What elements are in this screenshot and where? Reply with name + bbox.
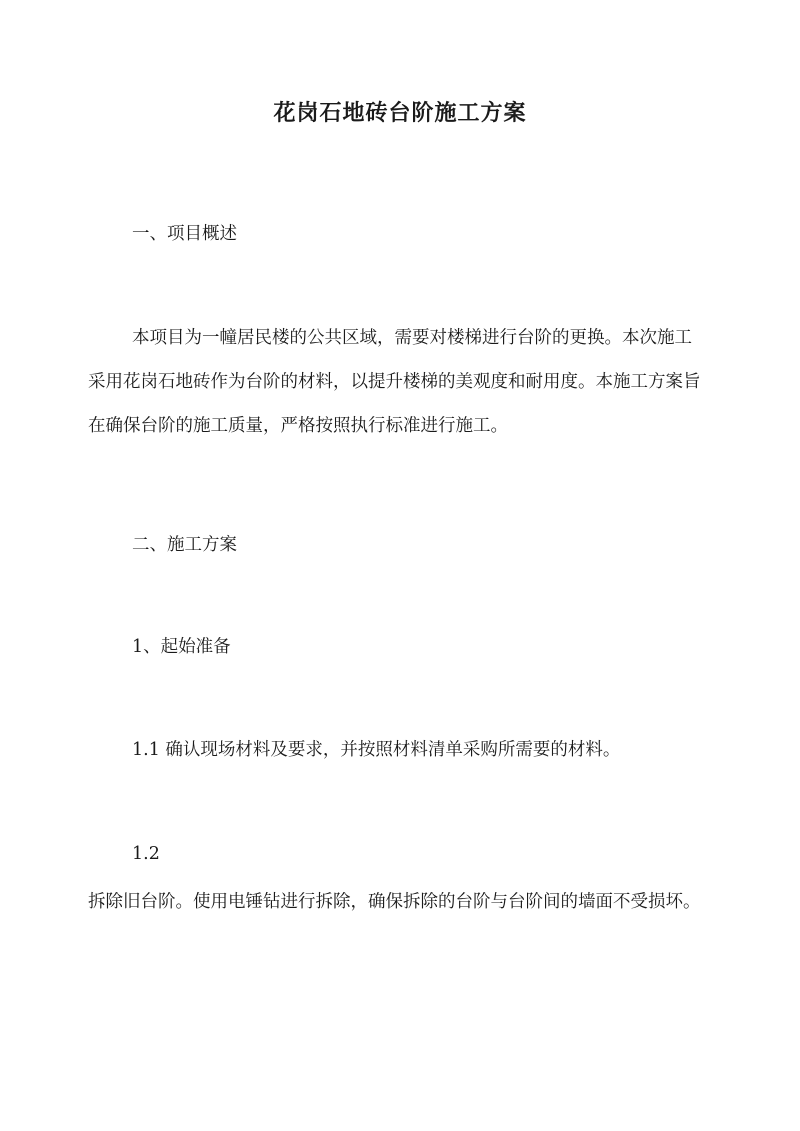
item-1-2-text: 拆除旧台阶。使用电锤钻进行拆除，确保拆除的台阶与台阶间的墙面不受损坏。: [88, 892, 701, 912]
overview-paragraph: 本项目为一幢居民楼的公共区域，需要对楼梯进行台阶的更换。本次施工采用花岗石地砖作为台阶的材料，以提升楼梯的美观度和耐用度。本施工方案旨在确保台阶的施工质量，严格按照执行标准进行施工。: [88, 328, 701, 436]
section-heading-construction-plan: 二、施工方案: [132, 535, 237, 555]
document-title: 花岗石地砖台阶施工方案: [273, 100, 527, 126]
item-1-2-number: 1.2: [132, 844, 160, 864]
subsection-heading-initial-preparation: 1、起始准备: [132, 637, 231, 657]
section-heading-overview: 一、项目概述: [132, 224, 237, 244]
item-1-1: 1.1 确认现场材料及要求，并按照材料清单采购所需要的材料。: [132, 740, 621, 760]
